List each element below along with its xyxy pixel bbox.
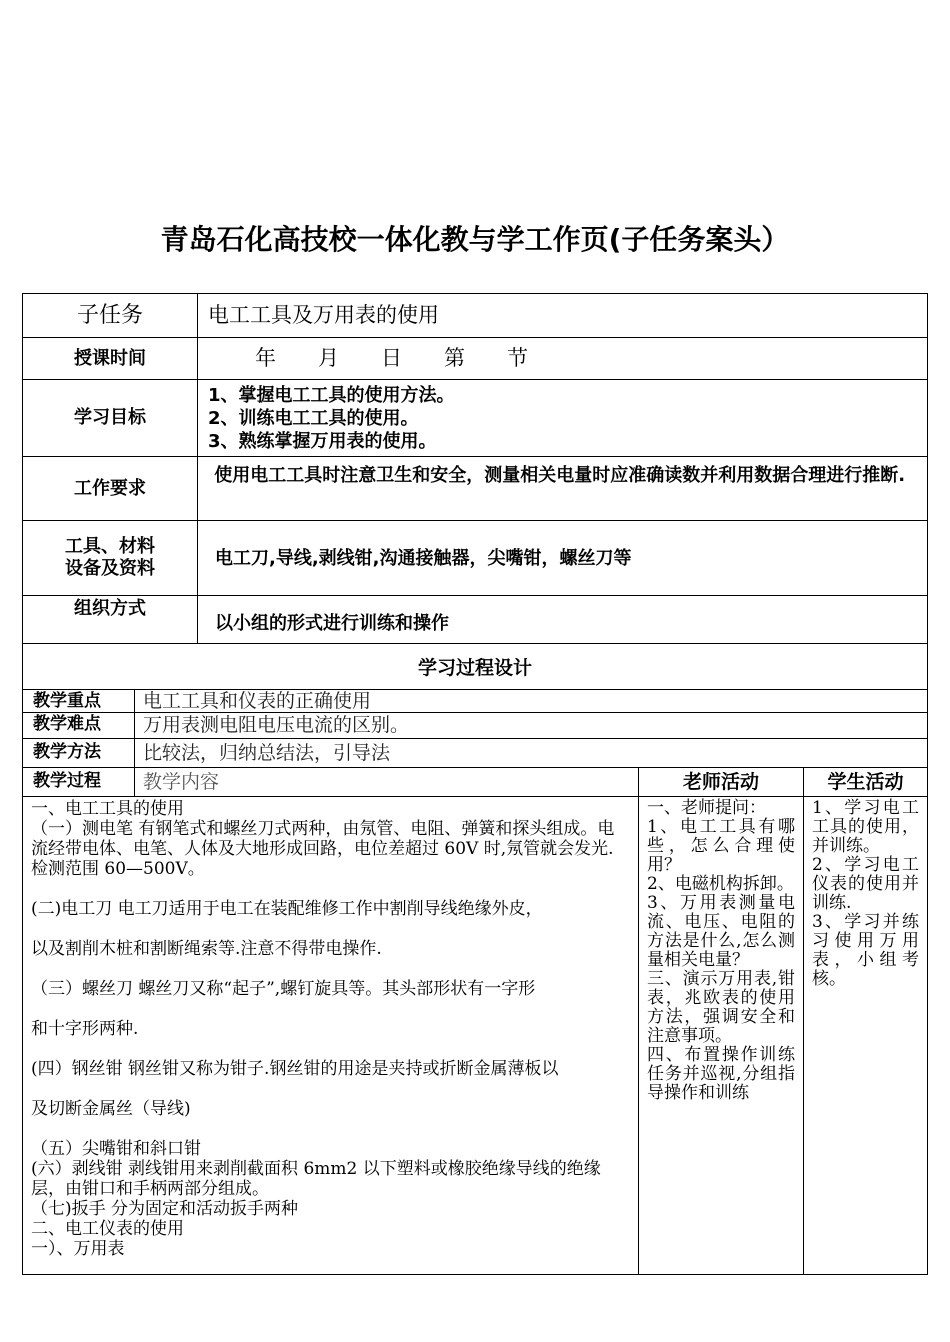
teacher-line: 四、布置操作训练任务并巡视,分组指导操作和训练 [647, 1045, 795, 1103]
design-heading: 学习过程设计 [23, 644, 927, 690]
content-header: 教学内容 [143, 771, 220, 793]
content-gap [31, 1039, 630, 1059]
worksheet-table [22, 293, 928, 1275]
difficulty-label: 教学难点 [23, 713, 135, 738]
content-line: (四）钢丝钳 钢丝钳又称为钳子.钢丝钳的用途是夹持或折断金属薄板以 [31, 1059, 559, 1079]
content-line: 一）、万用表 [31, 1239, 125, 1259]
student-line: 1、学习电工工具的使用，并训练。 [812, 798, 919, 856]
goal-item: 2、训练电工工具的使用。 [208, 407, 419, 429]
teacher-activity [638, 797, 803, 1274]
teacher-header: 老师活动 [638, 768, 803, 796]
goal-row [23, 380, 927, 457]
teacher-line: 一、老师提问： [647, 798, 766, 818]
goal-item: 3、熟练掌握万用表的使用。 [208, 430, 437, 452]
teacher-line: 3、万用表测量电流、电压、电阻的方法是什么,怎么测量相关电量？ [647, 893, 795, 970]
teacher-line: 2、电磁机构拆卸。 [647, 874, 794, 894]
requirement-row [23, 457, 927, 521]
tools-row [23, 521, 927, 596]
content-line: 一、电工工具的使用 [31, 799, 184, 819]
difficulty-row [23, 713, 927, 739]
content-gap [31, 999, 630, 1019]
content-line: 以及割削木桩和割断绳索等.注意不得带电操作. [31, 939, 382, 959]
teaching-content [23, 797, 638, 1274]
teacher-line: 1、电工工具有哪些，怎么合理使用？ [647, 817, 795, 875]
time-label: 授课时间 [23, 338, 198, 379]
content-gap [31, 919, 630, 939]
method-label: 教学方法 [23, 739, 135, 767]
subtask-label: 子任务 [23, 294, 198, 337]
content-line: 及切断金属丝（导线) [31, 1099, 191, 1119]
time-row [23, 338, 927, 380]
organization-label: 组织方式 [23, 596, 198, 643]
student-activity [803, 797, 927, 1274]
key-point-row [23, 690, 927, 713]
student-line: 3、学习并练习使用万用表，小组考核。 [812, 912, 919, 989]
student-header: 学生活动 [803, 768, 927, 796]
requirement-value: 使用电工工具时注意卫生和安全，测量相关电量时应准确读数并利用数据合理进行推断. [208, 465, 906, 486]
content-line: （三）螺丝刀 螺丝刀又称“起子”,螺钉旋具等。其头部形状有一字形 [31, 979, 536, 999]
tools-value: 电工刀,导线,剥线钳,沟通接触器，尖嘴钳，螺丝刀等 [215, 547, 632, 569]
content-gap [31, 1079, 630, 1099]
content-line: （七)扳手 分为固定和活动扳手两种 [31, 1199, 299, 1219]
organization-value: 以小组的形式进行训练和操作 [215, 613, 449, 634]
organization-row [23, 596, 927, 644]
process-header-row [23, 768, 927, 797]
tools-label-line: 设备及资料 [65, 558, 155, 579]
key-point-label: 教学重点 [23, 690, 135, 712]
content-gap [31, 879, 630, 899]
subtask-value: 电工工具及万用表的使用 [208, 303, 439, 327]
content-line: 和十字形两种. [31, 1019, 139, 1039]
goal-label: 学习目标 [23, 380, 198, 456]
content-line: (二)电工刀 电工刀适用于电工在装配维修工作中割削导线绝缘外皮， [31, 899, 543, 919]
teacher-line: 三、演示万用表,钳表，兆欧表的使用方法，强调安全和注意事项。 [647, 969, 795, 1046]
method-row [23, 739, 927, 768]
difficulty-value: 万用表测电阻电压电流的区别。 [143, 714, 410, 736]
content-line: (六）剥线钳 剥线钳用来剥削截面积 6mm2 以下塑料或橡胶绝缘导线的绝缘层，由钳口和手柄两部分组成。 [31, 1159, 601, 1199]
content-line: 二、电工仪表的使用 [31, 1219, 184, 1239]
process-body-row [23, 797, 927, 1274]
tools-label-line: 工具、材料 [65, 536, 155, 557]
method-value: 比较法，归纳总结法，引导法 [143, 742, 391, 764]
key-point-value: 电工工具和仪表的正确使用 [143, 690, 372, 712]
goal-item: 1、掌握电工工具的使用方法。 [208, 384, 455, 406]
content-gap [31, 1119, 630, 1139]
page-title: 青岛石化高技校一体化教与学工作页(子任务案头） [160, 223, 790, 256]
student-line: 2、学习电工仪表的使用并训练. [812, 855, 919, 913]
content-gap [31, 959, 630, 979]
content-line: （一）测电笔 有钢笔式和螺丝刀式两种，由氖管、电阻、弹簧和探头组成。电流经带电体、电笔、人体及大地形成回路，电位差超过 60V 时,氖管就会发光.检测范围 60—500V。 [31, 819, 615, 879]
time-value: 年 月 日 第 节 [255, 346, 528, 370]
goal-list [208, 380, 919, 456]
process-label: 教学过程 [23, 768, 135, 796]
subtask-row [23, 294, 927, 338]
requirement-label: 工作要求 [23, 457, 198, 520]
tools-label [23, 521, 198, 595]
content-line: （五）尖嘴钳和斜口钳 [31, 1139, 201, 1159]
